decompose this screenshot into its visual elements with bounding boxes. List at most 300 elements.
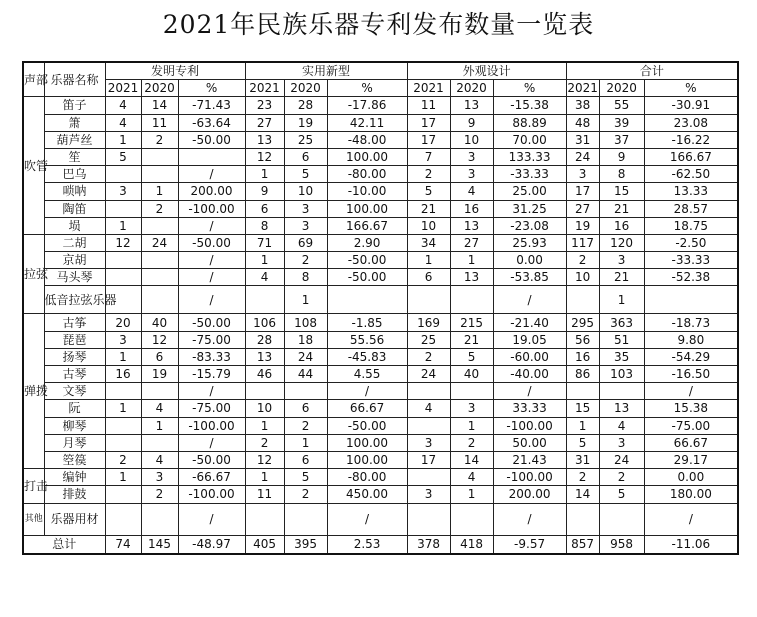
- instrument-name: 马头琴: [44, 269, 105, 286]
- value-cell: 15: [566, 400, 599, 417]
- value-cell: 5: [450, 348, 493, 365]
- table-row: [23, 97, 738, 114]
- header-percent: %: [327, 80, 407, 97]
- value-cell: 10: [450, 131, 493, 148]
- value-cell: [284, 503, 327, 535]
- value-cell: 12: [245, 148, 284, 165]
- percent-cell: 88.89: [493, 114, 566, 131]
- value-cell: 21: [599, 269, 644, 286]
- value-cell: [105, 417, 141, 434]
- percent-cell: /: [493, 286, 566, 314]
- percent-cell: -80.00: [327, 166, 407, 183]
- instrument-name: 埙: [44, 217, 105, 234]
- total-percent-cell: 2.53: [327, 535, 407, 554]
- value-cell: [407, 383, 450, 400]
- value-cell: 117: [566, 234, 599, 251]
- percent-cell: /: [178, 166, 245, 183]
- value-cell: 5: [105, 148, 141, 165]
- table-row: [23, 417, 738, 434]
- total-percent-cell: -11.06: [644, 535, 738, 554]
- percent-cell: 0.00: [644, 469, 738, 486]
- value-cell: 16: [450, 200, 493, 217]
- percent-cell: -40.00: [493, 366, 566, 383]
- percent-cell: -83.33: [178, 348, 245, 365]
- percent-cell: 4.55: [327, 366, 407, 383]
- value-cell: 24: [599, 451, 644, 468]
- value-cell: 23: [245, 97, 284, 114]
- percent-cell: -2.50: [644, 234, 738, 251]
- value-cell: [105, 486, 141, 503]
- value-cell: 6: [284, 451, 327, 468]
- value-cell: [105, 503, 141, 535]
- percent-cell: -45.83: [327, 348, 407, 365]
- value-cell: [450, 286, 493, 314]
- percent-cell: 180.00: [644, 486, 738, 503]
- percent-cell: -21.40: [493, 314, 566, 331]
- total-value-cell: 378: [407, 535, 450, 554]
- percent-cell: [178, 148, 245, 165]
- percent-cell: -33.33: [644, 252, 738, 269]
- value-cell: 40: [450, 366, 493, 383]
- value-cell: [599, 383, 644, 400]
- total-row: [23, 535, 738, 554]
- percent-cell: -33.33: [493, 166, 566, 183]
- header-row-2: [23, 80, 738, 97]
- instrument-name: 柳琴: [44, 417, 105, 434]
- value-cell: 1: [245, 166, 284, 183]
- percent-cell: /: [178, 252, 245, 269]
- value-cell: 11: [141, 114, 178, 131]
- value-cell: 363: [599, 314, 644, 331]
- value-cell: 20: [105, 314, 141, 331]
- value-cell: 2: [284, 417, 327, 434]
- header-year-2021: 2021: [567, 81, 598, 96]
- percent-cell: 33.33: [493, 400, 566, 417]
- percent-cell: /: [178, 286, 245, 314]
- patent-table: [22, 61, 739, 555]
- percent-cell: 25.93: [493, 234, 566, 251]
- table-row: [23, 486, 738, 503]
- percent-cell: -50.00: [327, 252, 407, 269]
- instrument-name: 笙: [44, 148, 105, 165]
- value-cell: 2: [450, 434, 493, 451]
- percent-cell: 18.75: [644, 217, 738, 234]
- value-cell: [105, 434, 141, 451]
- value-cell: 24: [407, 366, 450, 383]
- value-cell: 28: [284, 97, 327, 114]
- value-cell: 19: [141, 366, 178, 383]
- percent-cell: 66.67: [644, 434, 738, 451]
- percent-cell: -75.00: [178, 400, 245, 417]
- value-cell: 108: [284, 314, 327, 331]
- value-cell: 16: [105, 366, 141, 383]
- header-group-total: 合计: [566, 62, 738, 80]
- table-body: [23, 97, 738, 554]
- percent-cell: /: [644, 383, 738, 400]
- category-cell: 弹拨: [23, 314, 44, 469]
- value-cell: [141, 434, 178, 451]
- value-cell: 5: [284, 469, 327, 486]
- percent-cell: -17.86: [327, 97, 407, 114]
- value-cell: 18: [284, 331, 327, 348]
- page-title: 2021年民族乐器专利发布数量一览表: [162, 10, 595, 39]
- percent-cell: -75.00: [178, 331, 245, 348]
- table-row: [23, 269, 738, 286]
- instrument-name: 文琴: [44, 383, 105, 400]
- percent-cell: -66.67: [178, 469, 245, 486]
- percent-cell: 100.00: [327, 451, 407, 468]
- table-row: [23, 217, 738, 234]
- percent-cell: -18.73: [644, 314, 738, 331]
- percent-cell: -15.79: [178, 366, 245, 383]
- instrument-name: 箜篌: [44, 451, 105, 468]
- header-year-2020: 2020: [450, 80, 493, 97]
- value-cell: [141, 503, 178, 535]
- header-year-2021: 2021: [407, 80, 450, 97]
- value-cell: 1: [245, 252, 284, 269]
- value-cell: [407, 469, 450, 486]
- value-cell: 6: [284, 148, 327, 165]
- category-cell: 拉弦: [23, 234, 44, 314]
- value-cell: 2: [245, 434, 284, 451]
- category-cell: 打击: [23, 469, 44, 503]
- value-cell: [105, 252, 141, 269]
- value-cell: 3: [566, 166, 599, 183]
- header-group-design: 外观设计: [407, 62, 566, 80]
- value-cell: 2: [141, 131, 178, 148]
- value-cell: 12: [141, 331, 178, 348]
- percent-cell: -50.00: [327, 269, 407, 286]
- value-cell: 2: [566, 252, 599, 269]
- value-cell: 3: [450, 400, 493, 417]
- percent-cell: -23.08: [493, 217, 566, 234]
- total-percent-cell: -48.97: [178, 535, 245, 554]
- percent-cell: /: [493, 503, 566, 535]
- percent-cell: 66.67: [327, 400, 407, 417]
- value-cell: [599, 503, 644, 535]
- instrument-name: 京胡: [44, 252, 105, 269]
- value-cell: [284, 383, 327, 400]
- total-value-cell: 958: [599, 535, 644, 554]
- value-cell: 17: [407, 131, 450, 148]
- value-cell: [105, 166, 141, 183]
- percent-cell: -100.00: [493, 417, 566, 434]
- value-cell: 295: [566, 314, 599, 331]
- value-cell: 34: [407, 234, 450, 251]
- percent-cell: -100.00: [178, 200, 245, 217]
- value-cell: 24: [284, 348, 327, 365]
- percent-cell: -60.00: [493, 348, 566, 365]
- value-cell: 2: [407, 348, 450, 365]
- value-cell: 103: [599, 366, 644, 383]
- value-cell: 27: [450, 234, 493, 251]
- value-cell: [105, 383, 141, 400]
- value-cell: 4: [599, 417, 644, 434]
- value-cell: [141, 217, 178, 234]
- value-cell: 14: [141, 97, 178, 114]
- value-cell: 38: [566, 97, 599, 114]
- value-cell: [407, 417, 450, 434]
- value-cell: 1: [566, 417, 599, 434]
- percent-cell: -50.00: [327, 417, 407, 434]
- percent-cell: /: [178, 503, 245, 535]
- value-cell: [245, 383, 284, 400]
- value-cell: [141, 166, 178, 183]
- table-row: [23, 200, 738, 217]
- value-cell: 169: [407, 314, 450, 331]
- value-cell: 16: [599, 217, 644, 234]
- value-cell: 39: [599, 114, 644, 131]
- value-cell: 40: [141, 314, 178, 331]
- category-cell: 吹管: [23, 97, 44, 235]
- percent-cell: 42.11: [327, 114, 407, 131]
- percent-cell: [644, 286, 738, 314]
- percent-cell: 2.90: [327, 234, 407, 251]
- value-cell: 9: [599, 148, 644, 165]
- instrument-name: 阮: [44, 400, 105, 417]
- percent-cell: 9.80: [644, 331, 738, 348]
- value-cell: 69: [284, 234, 327, 251]
- value-cell: 120: [599, 234, 644, 251]
- header-year-2021: 2021: [105, 80, 141, 97]
- value-cell: 1: [450, 252, 493, 269]
- value-cell: 7: [407, 148, 450, 165]
- percent-cell: -10.00: [327, 183, 407, 200]
- value-cell: 9: [245, 183, 284, 200]
- table-row: [23, 366, 738, 383]
- value-cell: 35: [599, 348, 644, 365]
- percent-cell: 13.33: [644, 183, 738, 200]
- value-cell: 1: [105, 131, 141, 148]
- percent-cell: -50.00: [178, 451, 245, 468]
- value-cell: 1: [407, 252, 450, 269]
- value-cell: [407, 286, 450, 314]
- value-cell: 5: [407, 183, 450, 200]
- table-row: [23, 183, 738, 200]
- value-cell: 13: [450, 269, 493, 286]
- value-cell: 9: [450, 114, 493, 131]
- instrument-name: 二胡: [44, 234, 105, 251]
- percent-cell: -100.00: [178, 417, 245, 434]
- instrument-name: 琵琶: [44, 331, 105, 348]
- value-cell: 1: [105, 400, 141, 417]
- value-cell: 10: [245, 400, 284, 417]
- table-row: [23, 451, 738, 468]
- value-cell: 44: [284, 366, 327, 383]
- value-cell: [141, 269, 178, 286]
- table-row: [23, 286, 738, 314]
- value-cell: 6: [407, 269, 450, 286]
- value-cell: 46: [245, 366, 284, 383]
- percent-cell: 0.00: [493, 252, 566, 269]
- table-row: [23, 503, 738, 535]
- value-cell: 3: [284, 200, 327, 217]
- percent-cell: [327, 286, 407, 314]
- instrument-name: 古筝: [44, 314, 105, 331]
- value-cell: 3: [105, 183, 141, 200]
- percent-cell: -50.00: [178, 131, 245, 148]
- value-cell: 2: [141, 486, 178, 503]
- value-cell: [141, 383, 178, 400]
- instrument-name: 编钟: [44, 469, 105, 486]
- value-cell: 4: [407, 400, 450, 417]
- value-cell: 11: [245, 486, 284, 503]
- value-cell: 1: [105, 217, 141, 234]
- percent-cell: -54.29: [644, 348, 738, 365]
- percent-cell: -63.64: [178, 114, 245, 131]
- value-cell: 55: [599, 97, 644, 114]
- instrument-name: 古琴: [44, 366, 105, 383]
- value-cell: 1: [450, 486, 493, 503]
- value-cell: 13: [450, 97, 493, 114]
- instrument-name: 陶笛: [44, 200, 105, 217]
- percent-cell: 200.00: [178, 183, 245, 200]
- percent-cell: 70.00: [493, 131, 566, 148]
- total-percent-cell: -9.57: [493, 535, 566, 554]
- percent-cell: -52.38: [644, 269, 738, 286]
- value-cell: 1: [284, 286, 327, 314]
- instrument-name: 箫: [44, 114, 105, 131]
- percent-cell: /: [327, 503, 407, 535]
- value-cell: 3: [450, 148, 493, 165]
- value-cell: 14: [566, 486, 599, 503]
- table-row: [23, 348, 738, 365]
- percent-cell: -100.00: [493, 469, 566, 486]
- percent-cell: -50.00: [178, 234, 245, 251]
- value-cell: 1: [284, 434, 327, 451]
- instrument-name: 低音拉弦乐器: [44, 286, 105, 314]
- percent-cell: 23.08: [644, 114, 738, 131]
- table-row: [23, 131, 738, 148]
- value-cell: [105, 269, 141, 286]
- value-cell: 2: [566, 469, 599, 486]
- instrument-name: 乐器用材: [44, 503, 105, 535]
- table-row: [23, 234, 738, 251]
- value-cell: 16: [566, 348, 599, 365]
- percent-cell: 100.00: [327, 200, 407, 217]
- value-cell: [245, 286, 284, 314]
- value-cell: [245, 503, 284, 535]
- percent-cell: 100.00: [327, 148, 407, 165]
- value-cell: 13: [245, 348, 284, 365]
- value-cell: 6: [141, 348, 178, 365]
- total-value-cell: 74: [105, 535, 141, 554]
- percent-cell: 166.67: [327, 217, 407, 234]
- value-cell: 86: [566, 366, 599, 383]
- value-cell: 3: [599, 434, 644, 451]
- header-category: 声部: [23, 62, 44, 97]
- percent-cell: 100.00: [327, 434, 407, 451]
- value-cell: 4: [245, 269, 284, 286]
- value-cell: 25: [407, 331, 450, 348]
- table-row: [23, 434, 738, 451]
- instrument-name: 笛子: [44, 97, 105, 114]
- value-cell: 2: [407, 166, 450, 183]
- percent-cell: -15.38: [493, 97, 566, 114]
- value-cell: 1: [141, 417, 178, 434]
- percent-cell: 450.00: [327, 486, 407, 503]
- header-year-2020: 2020: [599, 80, 644, 97]
- table-row: [23, 314, 738, 331]
- percent-cell: /: [178, 383, 245, 400]
- percent-cell: -30.91: [644, 97, 738, 114]
- header-row-1: [23, 62, 738, 80]
- total-value-cell: 395: [284, 535, 327, 554]
- value-cell: 10: [284, 183, 327, 200]
- value-cell: 215: [450, 314, 493, 331]
- percent-cell: -16.22: [644, 131, 738, 148]
- table-row: [23, 148, 738, 165]
- value-cell: [141, 286, 178, 314]
- value-cell: 3: [407, 434, 450, 451]
- value-cell: 1: [599, 286, 644, 314]
- total-value-cell: 405: [245, 535, 284, 554]
- percent-cell: /: [327, 383, 407, 400]
- percent-cell: 19.05: [493, 331, 566, 348]
- value-cell: 8: [245, 217, 284, 234]
- percent-cell: 55.56: [327, 331, 407, 348]
- value-cell: 4: [105, 97, 141, 114]
- value-cell: 48: [566, 114, 599, 131]
- value-cell: [566, 503, 599, 535]
- header-instrument-name: 乐器名称: [44, 62, 105, 97]
- table-row: [23, 252, 738, 269]
- value-cell: 1: [245, 417, 284, 434]
- percent-cell: /: [493, 383, 566, 400]
- percent-cell: 15.38: [644, 400, 738, 417]
- value-cell: 1: [105, 348, 141, 365]
- value-cell: 2: [141, 200, 178, 217]
- value-cell: 2: [599, 469, 644, 486]
- value-cell: 37: [599, 131, 644, 148]
- value-cell: 21: [407, 200, 450, 217]
- header-year-2020: 2020: [141, 80, 178, 97]
- value-cell: 13: [599, 400, 644, 417]
- percent-cell: 166.67: [644, 148, 738, 165]
- header-percent: %: [493, 80, 566, 97]
- value-cell: 27: [566, 200, 599, 217]
- value-cell: 27: [245, 114, 284, 131]
- instrument-name: 唢呐: [44, 183, 105, 200]
- header-year-2020: 2020: [284, 80, 327, 97]
- instrument-name: 扬琴: [44, 348, 105, 365]
- percent-cell: 31.25: [493, 200, 566, 217]
- table-row: [23, 166, 738, 183]
- value-cell: 3: [141, 469, 178, 486]
- value-cell: 4: [141, 451, 178, 468]
- value-cell: 19: [566, 217, 599, 234]
- total-label: 总计: [23, 535, 105, 554]
- value-cell: 21: [599, 200, 644, 217]
- value-cell: 31: [566, 131, 599, 148]
- value-cell: 1: [450, 417, 493, 434]
- value-cell: 31: [566, 451, 599, 468]
- header-percent: %: [178, 80, 245, 97]
- value-cell: 6: [284, 400, 327, 417]
- value-cell: 3: [450, 166, 493, 183]
- value-cell: 2: [105, 451, 141, 468]
- value-cell: 4: [141, 400, 178, 417]
- percent-cell: 50.00: [493, 434, 566, 451]
- value-cell: 24: [566, 148, 599, 165]
- total-value-cell: 857: [566, 535, 599, 554]
- value-cell: 8: [284, 269, 327, 286]
- percent-cell: -100.00: [178, 486, 245, 503]
- value-cell: [105, 200, 141, 217]
- value-cell: 4: [105, 114, 141, 131]
- value-cell: 14: [450, 451, 493, 468]
- value-cell: 1: [141, 183, 178, 200]
